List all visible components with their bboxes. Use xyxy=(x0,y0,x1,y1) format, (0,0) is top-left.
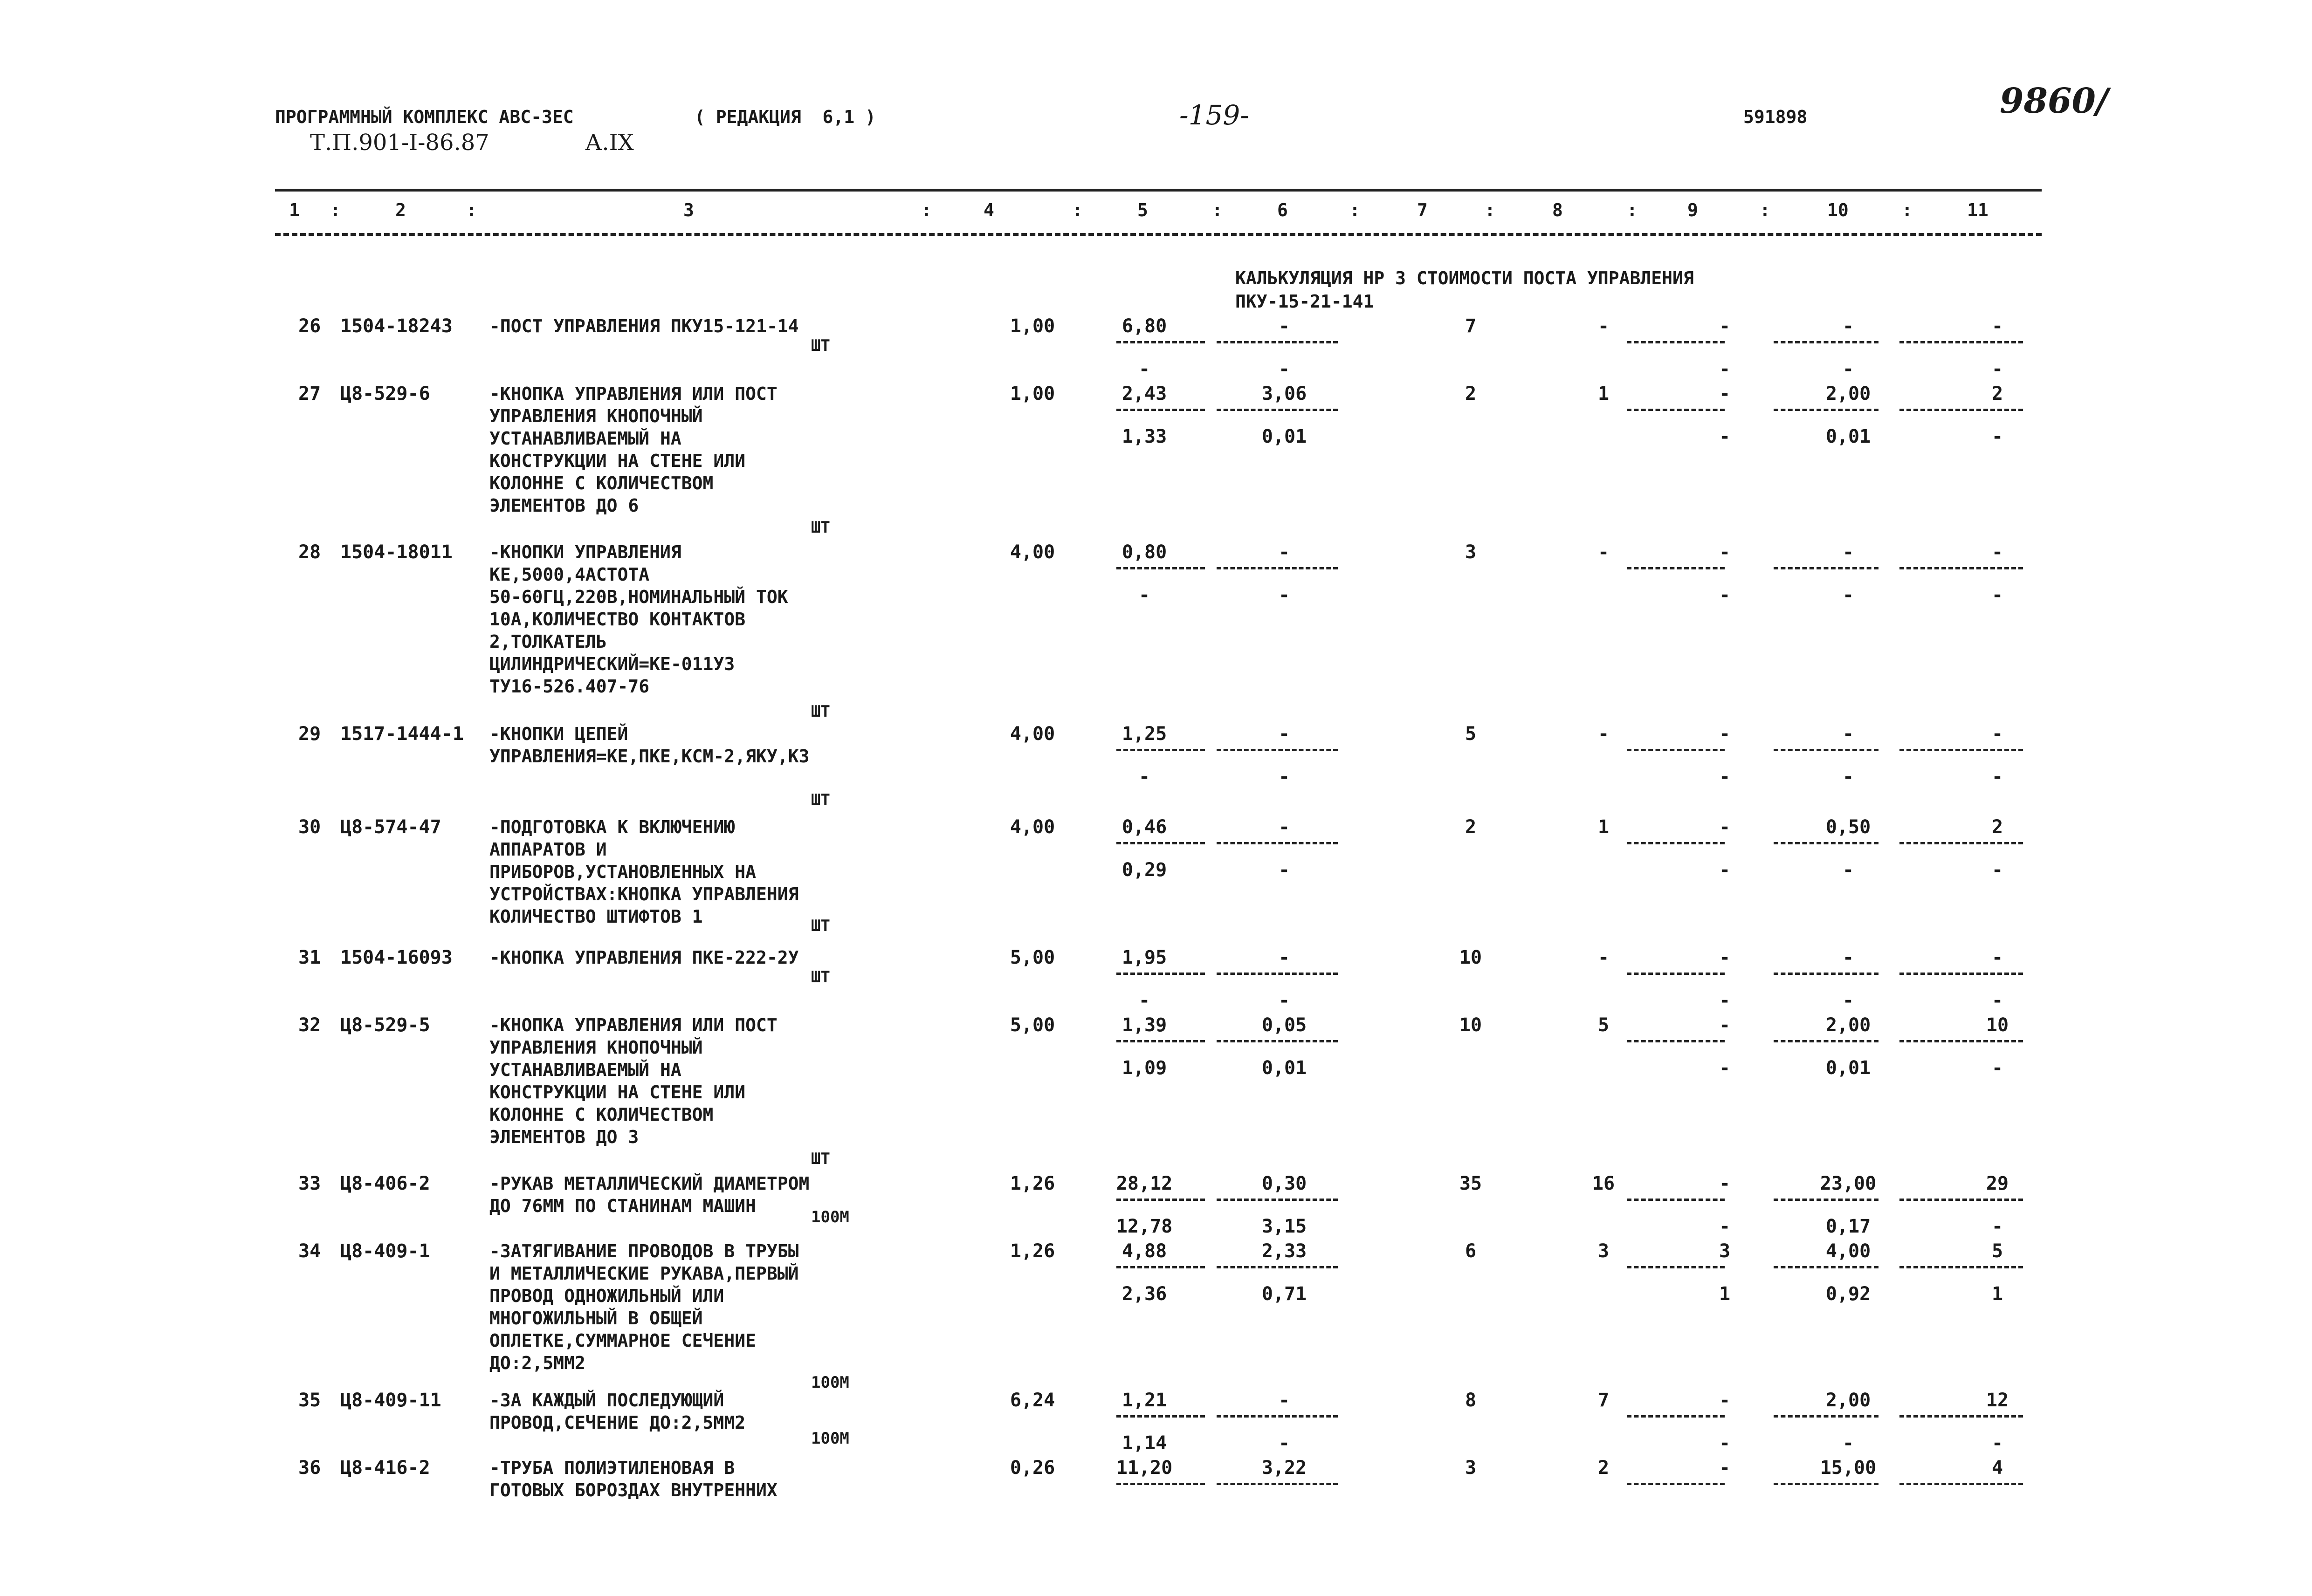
cell-c5-secondary: - xyxy=(1138,766,1150,788)
cell-underline xyxy=(1627,1266,1725,1268)
row-description-line: -КНОПКИ УПРАВЛЕНИЯ xyxy=(489,542,681,562)
cell-c5: 28,12 xyxy=(1116,1173,1173,1194)
cell-c8: - xyxy=(1597,315,1610,337)
row-description-line: ДО:2,5ММ2 xyxy=(489,1353,585,1373)
cell-c9-secondary: - xyxy=(1719,1057,1731,1079)
row-code: Ц8-574-47 xyxy=(340,816,441,838)
table-header-rule xyxy=(275,233,2042,236)
row-description-line: ЭЛЕМЕНТОВ ДО 6 xyxy=(489,495,639,516)
cell-c7: 3 xyxy=(1465,541,1477,563)
cell-underline xyxy=(1899,1483,2023,1485)
col-header-10: 10 xyxy=(1827,200,1849,220)
cell-c6-secondary: - xyxy=(1278,358,1290,380)
col-header-2: 2 xyxy=(395,200,406,220)
row-description-line: -РУКАВ МЕТАЛЛИЧЕСКИЙ ДИАМЕТРОМ xyxy=(489,1173,810,1194)
table-top-rule xyxy=(275,189,2042,192)
cell-underline xyxy=(1627,749,1725,751)
cell-c5-secondary: - xyxy=(1138,990,1150,1011)
cell-c11-secondary: - xyxy=(1991,1216,2003,1237)
row-description-line: -ПОДГОТОВКА К ВКЛЮЧЕНИЮ xyxy=(489,817,735,837)
col-sep: : xyxy=(466,200,477,220)
col-sep: : xyxy=(1627,200,1638,220)
row-number: 32 xyxy=(298,1014,321,1036)
cell-c11: - xyxy=(1991,723,2003,745)
row-description-line: -ЗАТЯГИВАНИЕ ПРОВОДОВ В ТРУБЫ xyxy=(489,1241,799,1261)
cell-c6: - xyxy=(1278,723,1290,745)
cell-underline xyxy=(1217,749,1338,751)
cell-c8: 7 xyxy=(1597,1390,1610,1411)
row-description-line: -КНОПКА УПРАВЛЕНИЯ ИЛИ ПОСТ xyxy=(489,1015,778,1035)
cell-c6: - xyxy=(1278,816,1290,838)
col-header-3: 3 xyxy=(683,200,694,220)
col-sep: : xyxy=(330,200,341,220)
col-sep: : xyxy=(1349,200,1360,220)
row-unit: ШТ xyxy=(811,336,830,355)
cell-underline xyxy=(1627,1483,1725,1485)
section-title: КАЛЬКУЛЯЦИЯ НР 3 СТОИМОСТИ ПОСТА УПРАВЛЕНИЯ xyxy=(1235,268,1694,288)
row-code: 1517-1444-1 xyxy=(340,723,464,745)
cell-c5-secondary: 1,33 xyxy=(1122,426,1167,447)
cell-c7: 3 xyxy=(1465,1457,1477,1479)
row-description-line: -ЗА КАЖДЫЙ ПОСЛЕДУЮЩИЙ xyxy=(489,1390,724,1411)
cell-c5: 1,39 xyxy=(1122,1014,1167,1036)
cell-underline xyxy=(1899,1199,2023,1201)
cell-c5-secondary: 0,29 xyxy=(1122,859,1167,881)
cell-c5-secondary: - xyxy=(1138,584,1150,606)
cell-c10-secondary: - xyxy=(1842,584,1854,606)
cell-c4: 1,00 xyxy=(1010,315,1055,337)
row-number: 26 xyxy=(298,315,321,337)
cell-c11: - xyxy=(1991,541,2003,563)
cell-c10: 2,00 xyxy=(1825,1014,1871,1036)
row-number: 36 xyxy=(298,1457,321,1479)
cell-c10: - xyxy=(1842,541,1854,563)
cell-underline xyxy=(1627,1415,1725,1418)
cell-c4: 4,00 xyxy=(1010,723,1055,745)
cell-underline xyxy=(1217,1415,1338,1418)
cell-c7: 8 xyxy=(1465,1390,1477,1411)
document-code: 591898 xyxy=(1743,107,1808,127)
cell-c7: 5 xyxy=(1465,723,1477,745)
cell-c5-secondary: 12,78 xyxy=(1116,1216,1173,1237)
cell-c8: 3 xyxy=(1597,1240,1610,1262)
cell-c5: 11,20 xyxy=(1116,1457,1173,1479)
row-number: 30 xyxy=(298,816,321,838)
cell-c11-secondary: 1 xyxy=(1991,1283,2003,1305)
cell-underline xyxy=(1217,567,1338,569)
row-description-line: УСТАНАВЛИВАЕМЫЙ НА xyxy=(489,428,681,449)
cell-c10-secondary: 0,01 xyxy=(1825,1057,1871,1079)
cell-c8: 16 xyxy=(1592,1173,1615,1194)
row-description-line: ЦИЛИНДРИЧЕСКИЙ=КЕ-011У3 xyxy=(489,654,735,674)
cell-c9: - xyxy=(1719,947,1731,968)
cell-c7: 10 xyxy=(1459,1014,1482,1036)
page-number: -159- xyxy=(1179,99,1249,131)
cell-c11-secondary: - xyxy=(1991,859,2003,881)
row-description-line: МНОГОЖИЛЬНЫЙ В ОБЩЕЙ xyxy=(489,1308,703,1329)
col-header-5: 5 xyxy=(1137,200,1148,220)
cell-c4: 4,00 xyxy=(1010,541,1055,563)
cell-underline xyxy=(1627,973,1725,975)
cell-c7: 7 xyxy=(1465,315,1477,337)
cell-c5-secondary: - xyxy=(1138,358,1150,380)
cell-c6-secondary: - xyxy=(1278,766,1290,788)
cell-underline xyxy=(1627,1040,1725,1042)
cell-c11: 29 xyxy=(1986,1173,2009,1194)
cell-c6-secondary: - xyxy=(1278,1432,1290,1454)
row-number: 29 xyxy=(298,723,321,745)
cell-underline xyxy=(1217,1266,1338,1268)
col-header-1: 1 xyxy=(289,200,300,220)
cell-c9-secondary: - xyxy=(1719,358,1731,380)
cell-underline xyxy=(1116,1266,1205,1268)
cell-underline xyxy=(1116,341,1205,343)
col-header-6: 6 xyxy=(1277,200,1288,220)
cell-c9: - xyxy=(1719,816,1731,838)
row-code: Ц8-416-2 xyxy=(340,1457,430,1479)
row-description-line: ГОТОВЫХ БОРОЗДАХ ВНУТРЕННИХ xyxy=(489,1480,778,1500)
cell-c5: 1,21 xyxy=(1122,1390,1167,1411)
row-description-line: -КНОПКИ ЦЕПЕЙ xyxy=(489,724,628,744)
cell-underline xyxy=(1899,749,2023,751)
cell-c5: 2,43 xyxy=(1122,383,1167,404)
cell-underline xyxy=(1116,1415,1205,1418)
cell-c6: 2,33 xyxy=(1261,1240,1307,1262)
cell-c11-secondary: - xyxy=(1991,766,2003,788)
cell-c9-secondary: - xyxy=(1719,426,1731,447)
cell-c7: 35 xyxy=(1459,1173,1482,1194)
cell-underline xyxy=(1774,973,1878,975)
cell-underline xyxy=(1899,409,2023,411)
cell-c4: 1,26 xyxy=(1010,1240,1055,1262)
row-description-line: ЭЛЕМЕНТОВ ДО 3 xyxy=(489,1127,639,1147)
cell-underline xyxy=(1899,341,2023,343)
cell-underline xyxy=(1217,1483,1338,1485)
cell-c10: 4,00 xyxy=(1825,1240,1871,1262)
cell-c10-secondary: - xyxy=(1842,1432,1854,1454)
row-code: 1504-18243 xyxy=(340,315,453,337)
cell-underline xyxy=(1774,409,1878,411)
cell-c6-secondary: - xyxy=(1278,859,1290,881)
cell-c9: 3 xyxy=(1719,1240,1731,1262)
cell-c9-secondary: 1 xyxy=(1719,1283,1731,1305)
cell-underline xyxy=(1774,842,1878,844)
cell-c11-secondary: - xyxy=(1991,358,2003,380)
col-header-11: 11 xyxy=(1967,200,1989,220)
cell-c6: - xyxy=(1278,315,1290,337)
row-number: 34 xyxy=(298,1240,321,1262)
cell-c8: 1 xyxy=(1597,816,1610,838)
cell-c11: 5 xyxy=(1991,1240,2003,1262)
cell-underline xyxy=(1774,341,1878,343)
cell-c11-secondary: - xyxy=(1991,1057,2003,1079)
cell-c6-secondary: 3,15 xyxy=(1261,1216,1307,1237)
row-code: Ц8-409-11 xyxy=(340,1390,441,1411)
cell-underline xyxy=(1774,1266,1878,1268)
cell-c8: - xyxy=(1597,541,1610,563)
cell-c10: - xyxy=(1842,723,1854,745)
cell-underline xyxy=(1899,1040,2023,1042)
project-number: Т.П.901-I-86.87 xyxy=(310,130,489,156)
cell-c11: 12 xyxy=(1986,1390,2009,1411)
cell-c9: - xyxy=(1719,723,1731,745)
cell-c5: 1,25 xyxy=(1122,723,1167,745)
col-sep: : xyxy=(1902,200,1913,220)
cell-underline xyxy=(1116,1199,1205,1201)
cell-c5: 4,88 xyxy=(1122,1240,1167,1262)
col-header-7: 7 xyxy=(1417,200,1428,220)
cell-underline xyxy=(1217,341,1338,343)
cell-underline xyxy=(1899,1266,2023,1268)
cell-underline xyxy=(1774,749,1878,751)
cell-underline xyxy=(1774,567,1878,569)
cell-underline xyxy=(1627,341,1725,343)
cell-c10: - xyxy=(1842,947,1854,968)
cell-c11-secondary: - xyxy=(1991,1432,2003,1454)
cell-c6: - xyxy=(1278,541,1290,563)
cell-c6-secondary: 0,01 xyxy=(1261,426,1307,447)
album-number: А.IX xyxy=(585,130,634,156)
col-header-8: 8 xyxy=(1552,200,1563,220)
cell-underline xyxy=(1116,567,1205,569)
cell-c7: 10 xyxy=(1459,947,1482,968)
row-description-line: -КНОПКА УПРАВЛЕНИЯ ПКЕ-222-2У xyxy=(489,947,799,968)
cell-c9-secondary: - xyxy=(1719,584,1731,606)
cell-c5-secondary: 1,09 xyxy=(1122,1057,1167,1079)
cell-c9: - xyxy=(1719,383,1731,404)
row-number: 33 xyxy=(298,1173,321,1194)
cell-underline xyxy=(1217,842,1338,844)
cell-underline xyxy=(1217,409,1338,411)
cell-c9-secondary: - xyxy=(1719,766,1731,788)
cell-underline xyxy=(1627,409,1725,411)
section-subtitle: ПКУ-15-21-141 xyxy=(1235,291,1374,312)
cell-c7: 6 xyxy=(1465,1240,1477,1262)
row-unit: ШТ xyxy=(811,791,830,809)
cell-c10: 23,00 xyxy=(1820,1173,1877,1194)
cell-c6-secondary: - xyxy=(1278,990,1290,1011)
row-code: 1504-18011 xyxy=(340,541,453,563)
row-description-line: -ПОСТ УПРАВЛЕНИЯ ПКУ15-121-14 xyxy=(489,316,799,336)
row-description-line: КОЛОННЕ С КОЛИЧЕСТВОМ xyxy=(489,473,714,493)
cell-c5: 0,80 xyxy=(1122,541,1167,563)
cell-underline xyxy=(1627,842,1725,844)
cell-c10-secondary: - xyxy=(1842,990,1854,1011)
cell-c11-secondary: - xyxy=(1991,426,2003,447)
col-sep: : xyxy=(1485,200,1495,220)
col-sep: : xyxy=(1212,200,1223,220)
row-description-line: 2,ТОЛКАТЕЛЬ xyxy=(489,631,607,652)
cell-underline xyxy=(1774,1199,1878,1201)
row-description-line: АППАРАТОВ И xyxy=(489,839,607,860)
cell-c4: 5,00 xyxy=(1010,1014,1055,1036)
cell-c9: - xyxy=(1719,541,1731,563)
row-description-line: ПРИБОРОВ,УСТАНОВЛЕННЫХ НА xyxy=(489,862,756,882)
row-description-line: ТУ16-526.407-76 xyxy=(489,676,650,697)
cell-c11: - xyxy=(1991,315,2003,337)
cell-underline xyxy=(1899,842,2023,844)
cell-c10: - xyxy=(1842,315,1854,337)
cell-c6: 0,05 xyxy=(1261,1014,1307,1036)
cell-underline xyxy=(1774,1040,1878,1042)
cell-c6: - xyxy=(1278,947,1290,968)
cell-c9: - xyxy=(1719,1457,1731,1479)
row-description-line: КОЛОННЕ С КОЛИЧЕСТВОМ xyxy=(489,1104,714,1125)
row-unit: ШТ xyxy=(811,968,830,986)
cell-c5: 0,46 xyxy=(1122,816,1167,838)
edition-label: ( РЕДАКЦИЯ 6,1 ) xyxy=(695,107,876,127)
row-description-line: КОЛИЧЕСТВО ШТИФТОВ 1 xyxy=(489,906,703,927)
cell-c9-secondary: - xyxy=(1719,859,1731,881)
cell-c6: 3,06 xyxy=(1261,383,1307,404)
cell-c10: 0,50 xyxy=(1825,816,1871,838)
cell-c8: 5 xyxy=(1597,1014,1610,1036)
cell-c11: 4 xyxy=(1991,1457,2003,1479)
cell-underline xyxy=(1899,973,2023,975)
cell-c6-secondary: 0,01 xyxy=(1261,1057,1307,1079)
row-description-line: ПРОВОД,СЕЧЕНИЕ ДО:2,5ММ2 xyxy=(489,1412,746,1433)
cell-c5-secondary: 1,14 xyxy=(1122,1432,1167,1454)
cell-c5: 6,80 xyxy=(1122,315,1167,337)
cell-c9: - xyxy=(1719,1014,1731,1036)
col-header-4: 4 xyxy=(984,200,994,220)
col-sep: : xyxy=(921,200,932,220)
cell-c11: 2 xyxy=(1991,383,2003,404)
cell-underline xyxy=(1116,409,1205,411)
row-code: Ц8-409-1 xyxy=(340,1240,430,1262)
cell-c10: 15,00 xyxy=(1820,1457,1877,1479)
cell-c6-secondary: 0,71 xyxy=(1261,1283,1307,1305)
row-description-line: КОНСТРУКЦИИ НА СТЕНЕ ИЛИ xyxy=(489,451,746,471)
cell-c4: 1,26 xyxy=(1010,1173,1055,1194)
row-code: Ц8-529-6 xyxy=(340,383,430,404)
cell-c9: - xyxy=(1719,1390,1731,1411)
cell-c10-secondary: - xyxy=(1842,358,1854,380)
row-number: 27 xyxy=(298,383,321,404)
inventory-number: 9860/ xyxy=(2000,81,2108,121)
row-unit: ШТ xyxy=(811,702,830,721)
cell-underline xyxy=(1774,1415,1878,1418)
row-number: 28 xyxy=(298,541,321,563)
cell-c6: 0,30 xyxy=(1261,1173,1307,1194)
row-unit: ШТ xyxy=(811,518,830,537)
row-description-line: 10А,КОЛИЧЕСТВО КОНТАКТОВ xyxy=(489,609,746,630)
cell-c4: 6,24 xyxy=(1010,1390,1055,1411)
row-code: 1504-16093 xyxy=(340,947,453,968)
cell-c6: 3,22 xyxy=(1261,1457,1307,1479)
cell-underline xyxy=(1116,842,1205,844)
cell-underline xyxy=(1217,1040,1338,1042)
cell-underline xyxy=(1116,749,1205,751)
row-description-line: КЕ,5000,4АСТОТА xyxy=(489,564,650,585)
col-sep: : xyxy=(1760,200,1770,220)
row-unit: ШТ xyxy=(811,1150,830,1168)
cell-c4: 4,00 xyxy=(1010,816,1055,838)
cell-c10-secondary: - xyxy=(1842,859,1854,881)
row-number: 35 xyxy=(298,1390,321,1411)
row-number: 31 xyxy=(298,947,321,968)
row-description-line: ДО 76ММ ПО СТАНИНАМ МАШИН xyxy=(489,1196,756,1216)
cell-underline xyxy=(1774,1483,1878,1485)
cell-c6-secondary: - xyxy=(1278,584,1290,606)
cell-c9-secondary: - xyxy=(1719,990,1731,1011)
col-sep: : xyxy=(1072,200,1083,220)
col-header-9: 9 xyxy=(1687,200,1698,220)
cell-c8: 2 xyxy=(1597,1457,1610,1479)
cell-c8: - xyxy=(1597,723,1610,745)
cell-c10-secondary: - xyxy=(1842,766,1854,788)
cell-c7: 2 xyxy=(1465,383,1477,404)
row-description-line: -КНОПКА УПРАВЛЕНИЯ ИЛИ ПОСТ xyxy=(489,384,778,404)
cell-c9-secondary: - xyxy=(1719,1216,1731,1237)
cell-c9-secondary: - xyxy=(1719,1432,1731,1454)
cell-c10-secondary: 0,01 xyxy=(1825,426,1871,447)
cell-underline xyxy=(1627,1199,1725,1201)
cell-underline xyxy=(1217,1199,1338,1201)
cell-underline xyxy=(1899,1415,2023,1418)
row-unit: 100М xyxy=(811,1208,849,1226)
row-description-line: ОПЛЕТКЕ,СУММАРНОЕ СЕЧЕНИЕ xyxy=(489,1330,756,1351)
cell-c10-secondary: 0,17 xyxy=(1825,1216,1871,1237)
cell-c11: 2 xyxy=(1991,816,2003,838)
cell-c5: 1,95 xyxy=(1122,947,1167,968)
row-code: Ц8-406-2 xyxy=(340,1173,430,1194)
cell-c6: - xyxy=(1278,1390,1290,1411)
program-title: ПРОГРАММНЫЙ КОМПЛЕКС АВС-3ЕС xyxy=(275,107,574,127)
cell-c11: - xyxy=(1991,947,2003,968)
row-description-line: УПРАВЛЕНИЯ=КЕ,ПКЕ,КСМ-2,ЯКУ,КЗ xyxy=(489,746,810,767)
cell-c10: 2,00 xyxy=(1825,1390,1871,1411)
row-description-line: 50-60ГЦ,220В,НОМИНАЛЬНЫЙ ТОК xyxy=(489,587,788,607)
cell-c7: 2 xyxy=(1465,816,1477,838)
row-description-line: УСТРОЙСТВАХ:КНОПКА УПРАВЛЕНИЯ xyxy=(489,884,799,904)
row-description-line: УПРАВЛЕНИЯ КНОПОЧНЫЙ xyxy=(489,1037,703,1058)
cell-c4: 5,00 xyxy=(1010,947,1055,968)
row-description-line: И МЕТАЛЛИЧЕСКИЕ РУКАВА,ПЕРВЫЙ xyxy=(489,1263,799,1284)
cell-underline xyxy=(1116,1040,1205,1042)
row-description-line: КОНСТРУКЦИИ НА СТЕНЕ ИЛИ xyxy=(489,1082,746,1103)
row-description-line: УПРАВЛЕНИЯ КНОПОЧНЫЙ xyxy=(489,406,703,426)
cell-c11: 10 xyxy=(1986,1014,2009,1036)
row-description-line: УСТАНАВЛИВАЕМЫЙ НА xyxy=(489,1060,681,1080)
row-unit: 100М xyxy=(811,1373,849,1392)
cell-c10-secondary: 0,92 xyxy=(1825,1283,1871,1305)
row-description-line: -ТРУБА ПОЛИЭТИЛЕНОВАЯ В xyxy=(489,1458,735,1478)
row-unit: ШТ xyxy=(811,917,830,935)
cell-c11-secondary: - xyxy=(1991,584,2003,606)
row-unit: 100М xyxy=(811,1429,849,1448)
cell-c4: 1,00 xyxy=(1010,383,1055,404)
cell-c11-secondary: - xyxy=(1991,990,2003,1011)
cell-c9: - xyxy=(1719,315,1731,337)
cell-c8: 1 xyxy=(1597,383,1610,404)
cell-underline xyxy=(1116,1483,1205,1485)
cell-c8: - xyxy=(1597,947,1610,968)
cell-underline xyxy=(1116,973,1205,975)
cell-underline xyxy=(1217,973,1338,975)
cell-underline xyxy=(1627,567,1725,569)
cell-c9: - xyxy=(1719,1173,1731,1194)
row-description-line: ПРОВОД ОДНОЖИЛЬНЫЙ ИЛИ xyxy=(489,1286,724,1306)
cell-c5-secondary: 2,36 xyxy=(1122,1283,1167,1305)
cell-underline xyxy=(1899,567,2023,569)
row-code: Ц8-529-5 xyxy=(340,1014,430,1036)
cell-c10: 2,00 xyxy=(1825,383,1871,404)
cell-c4: 0,26 xyxy=(1010,1457,1055,1479)
